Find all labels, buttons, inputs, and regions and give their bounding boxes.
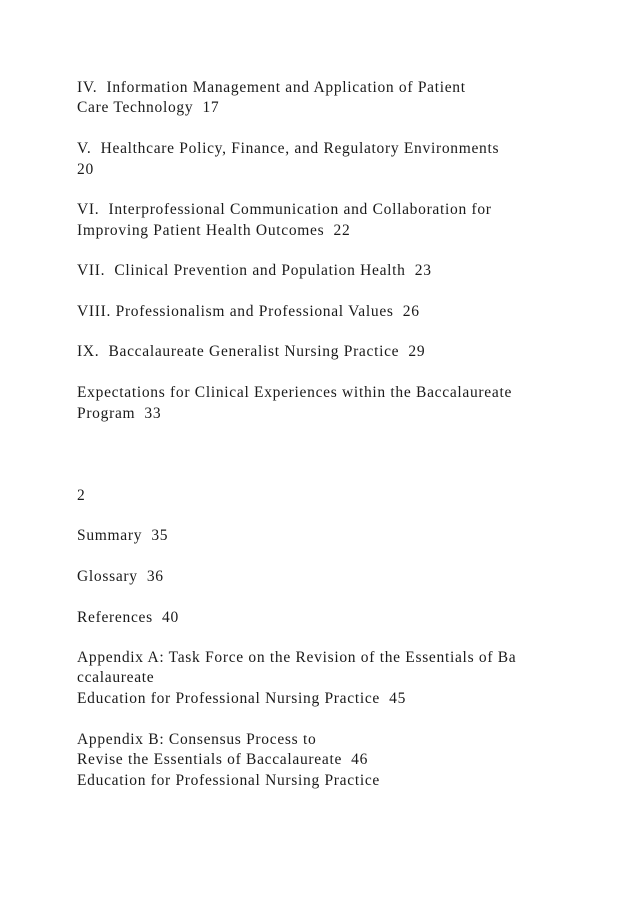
toc-entry-appendix-b-line-3: Education for Professional Nursing Practice <box>77 772 380 789</box>
toc-entry-glossary: Glossary 36 <box>77 568 164 585</box>
toc-entry-expectations-line-2: Program 33 <box>77 405 162 422</box>
toc-entry-iv-line-2: Care Technology 17 <box>77 99 220 116</box>
toc-entry-ix: IX. Baccalaureate Generalist Nursing Practice 29 <box>77 343 426 360</box>
toc-entry-summary: Summary 35 <box>77 527 169 544</box>
toc-entry-v-line-2: 20 <box>77 161 94 178</box>
toc-entry-iv-line-1: IV. Information Management and Application of Patient <box>77 79 466 96</box>
toc-entry-v-line-1: V. Healthcare Policy, Finance, and Regulatory Environments <box>77 140 500 157</box>
toc-entry-viii: VIII. Professionalism and Professional Values 26 <box>77 303 420 320</box>
toc-entry-appendix-a-line-1: Appendix A: Task Force on the Revision of the Essentials of Ba <box>77 649 517 666</box>
toc-entry-references: References 40 <box>77 609 179 626</box>
toc-entry-appendix-b-line-2: Revise the Essentials of Baccalaureate 46 <box>77 751 369 768</box>
toc-entry-appendix-a-line-2: ccalaureate <box>77 669 155 686</box>
toc-entry-expectations-line-1: Expectations for Clinical Experiences within the Baccalaureate <box>77 384 513 401</box>
toc-entry-appendix-a-line-3: Education for Professional Nursing Practice 45 <box>77 690 407 707</box>
page-number: 2 <box>77 487 86 504</box>
toc-entry-vi-line-1: VI. Interprofessional Communication and Collaboration for <box>77 201 492 218</box>
toc-entry-appendix-b-line-1: Appendix B: Consensus Process to <box>77 731 317 748</box>
toc-entry-vi-line-2: Improving Patient Health Outcomes 22 <box>77 222 351 239</box>
toc-entry-vii: VII. Clinical Prevention and Population Health 23 <box>77 262 432 279</box>
